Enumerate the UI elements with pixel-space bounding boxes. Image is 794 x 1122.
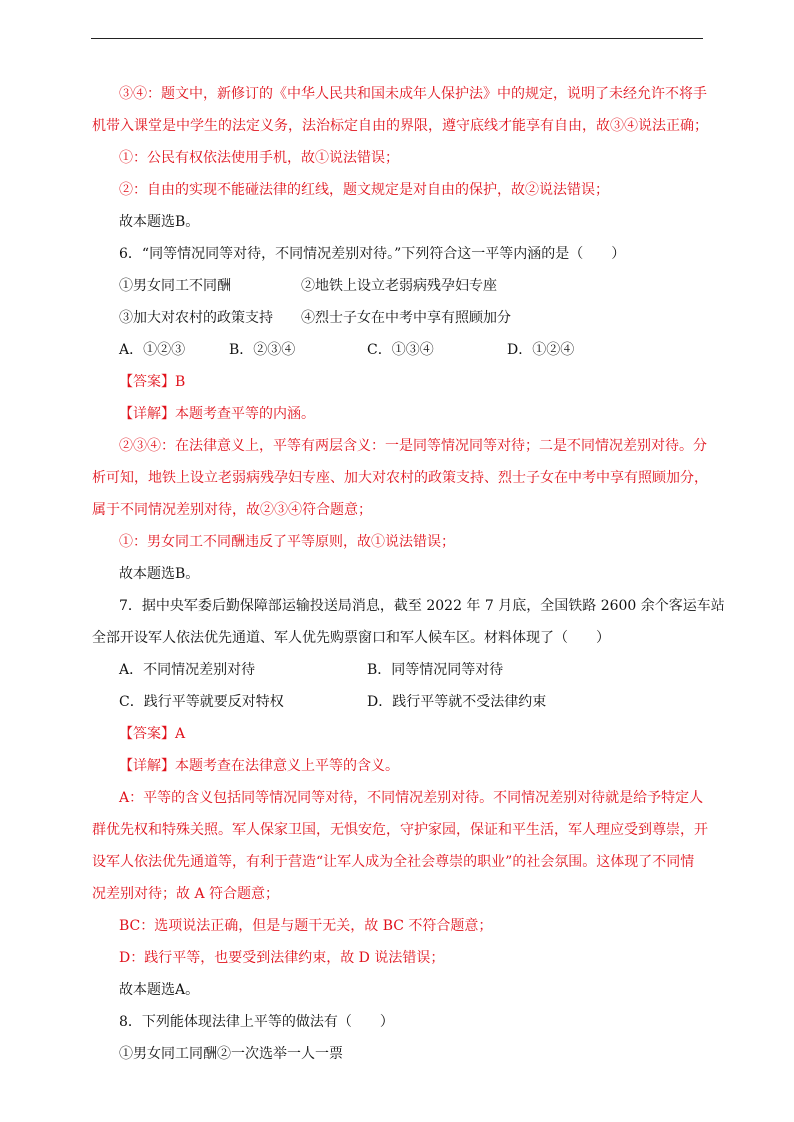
- q6-option-c: C．①③④: [367, 342, 434, 358]
- answer-value: A: [175, 726, 186, 742]
- explanation-line: 况差别对待；故 A 符合题意；: [92, 886, 280, 902]
- q7-option-d: D．践行平等就不受法律约束: [367, 694, 547, 710]
- answer-tag: 【答案】: [119, 374, 175, 390]
- detail-text: 本题考查平等的内涵。: [175, 406, 315, 422]
- q6-option-a: A．①②③: [119, 342, 186, 358]
- detail-tag: 【详解】: [119, 758, 175, 774]
- q7-option-a: A．不同情况差别对待: [119, 662, 256, 678]
- explanation-line: A：平等的含义包括同等情况同等对待，不同情况差别对待。不同情况差别对待就是给予特定人: [119, 790, 704, 806]
- question-8-stem: 8．下列能体现法律上平等的做法有（ ）: [119, 1014, 394, 1030]
- explanation-line: 设军人依法优先通道等，有利于营造“让军人成为全社会尊崇的职业”的社会氛围。这体现了不同情: [92, 854, 695, 870]
- conclusion-line: 故本题选A。: [119, 982, 200, 998]
- question-7-stem: 7．据中央军委后勤保障部运输投送局消息，截至 2022 年 7 月底，全国铁路 2600 余个客运车站: [119, 598, 725, 614]
- explanation-line: BC：选项说法正确，但是与题干无关，故 BC 不符合题意；: [119, 918, 493, 934]
- question-6-stem: 6．“同等情况同等对待，不同情况差别对待。”下列符合这一平等内涵的是（ ）: [119, 246, 626, 262]
- q7-answer: [119, 725, 185, 743]
- explanation-line: ②③④：在法律意义上，平等有两层含义：一是同等情况同等对待；二是不同情况差别对待。分: [119, 438, 707, 454]
- explanation-line: 群优先权和特殊关照。军人保家卫国，无惧安危，守护家园，保证和平生活，军人理应受到尊崇，开: [92, 822, 708, 838]
- explanation-line: ①：公民有权依法使用手机，故①说法错误；: [119, 150, 399, 166]
- q7-detail: [119, 757, 399, 775]
- conclusion-line: 故本题选B。: [119, 566, 200, 582]
- explanation-line: 机带入课堂是中学生的法定义务，法治标定自由的界限，遵守底线才能享有自由，故③④说法正确；: [92, 118, 708, 134]
- answer-value: B: [175, 374, 186, 390]
- detail-tag: 【详解】: [119, 406, 175, 422]
- q6-option-d: D．①②④: [507, 342, 575, 358]
- q6-option-b: B．②③④: [229, 342, 296, 358]
- question-7-stem-cont: 全部开设军人依法优先通道、军人优先购票窗口和军人候车区。材料体现了（ ）: [92, 630, 610, 646]
- q7-option-c: C．践行平等就要反对特权: [119, 694, 284, 710]
- q6-statement-3: ③加大对农村的政策支持: [119, 310, 273, 326]
- explanation-line: 属于不同情况差别对待，故②③④符合题意；: [92, 502, 372, 518]
- q6-statement-4: ④烈士子女在中考中享有照顾加分: [301, 310, 511, 326]
- conclusion-line: 故本题选B。: [119, 214, 200, 230]
- q6-statement-1: ①男女同工不同酬: [119, 278, 231, 294]
- header-rule: [91, 38, 703, 39]
- answer-tag: 【答案】: [119, 726, 175, 742]
- q6-statement-2: ②地铁上设立老弱病残孕妇专座: [301, 278, 497, 294]
- q7-option-b: B．同等情况同等对待: [367, 662, 504, 678]
- explanation-line: D：践行平等，也要受到法律约束，故 D 说法错误；: [119, 950, 445, 966]
- explanation-line: 析可知，地铁上设立老弱病残孕妇专座、加大对农村的政策支持、烈士子女在中考中享有照顾加分，: [92, 470, 708, 486]
- detail-text: 本题考查在法律意义上平等的含义。: [175, 758, 399, 774]
- q6-answer: [119, 373, 185, 391]
- explanation-line: ①：男女同工不同酬违反了平等原则，故①说法错误；: [119, 534, 455, 550]
- q8-statements: ①男女同工同酬②一次选举一人一票: [119, 1046, 343, 1062]
- explanation-line: ②：自由的实现不能碰法律的红线，题文规定是对自由的保护，故②说法错误；: [119, 182, 609, 198]
- explanation-line: ③④：题文中，新修订的《中华人民共和国未成年人保护法》中的规定，说明了未经允许不将手: [119, 86, 707, 102]
- q6-detail: [119, 405, 315, 423]
